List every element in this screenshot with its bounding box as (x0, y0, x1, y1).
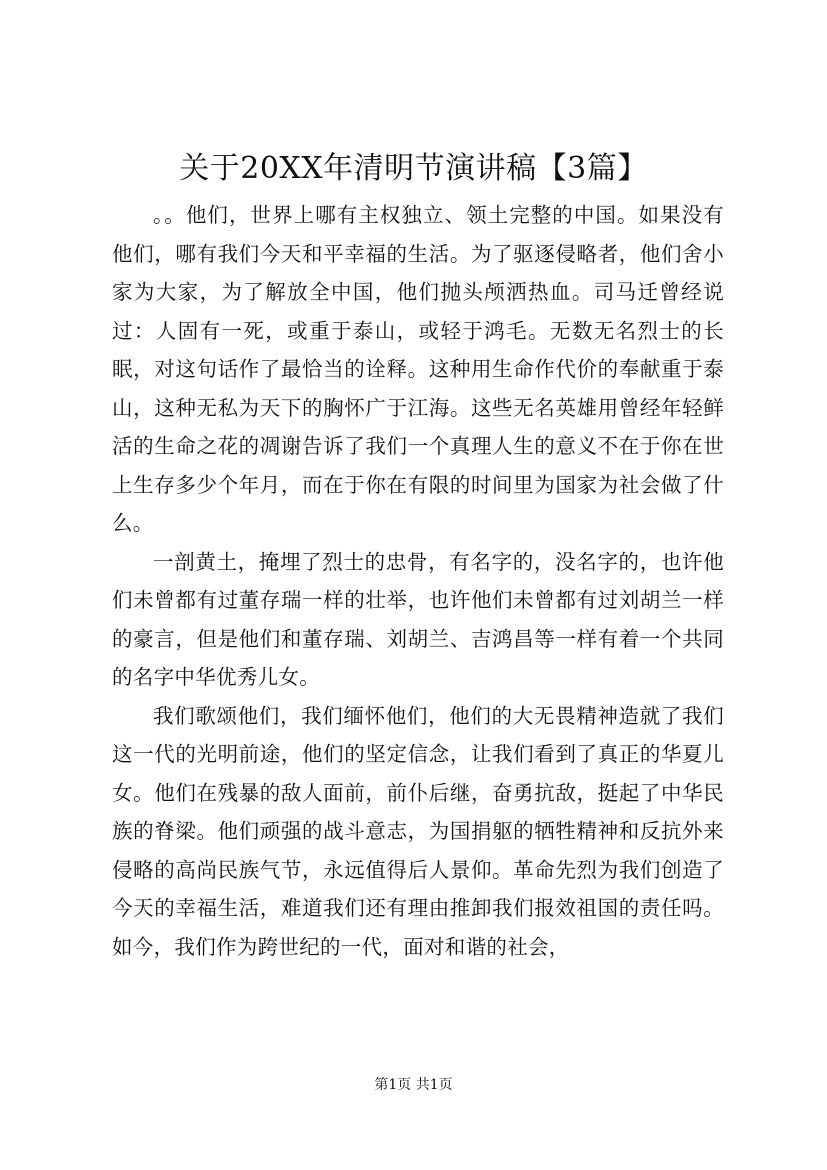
paragraph-2: 一剖黄土，掩埋了烈士的忠骨，有名字的，没名字的，也许他们未曾都有过董存瑞一样的壮举，也许他们未曾都有过刘胡兰一样的豪言，但是他们和董存瑞、刘胡兰、吉鸿昌等一样有着一个共同的名字中华优秀儿女。 (112, 549, 724, 689)
paragraph-3: 我们歌颂他们，我们缅怀他们，他们的大无畏精神造就了我们这一代的光明前途，他们的坚定信念，让我们看到了真正的华夏儿女。他们在残暴的敌人面前，前仆后继，奋勇抗敌，挺起了中华民族的脊梁。他们顽强的战斗意志，为国捐躯的牺牲精神和反抗外来侵略的高尚民族气节，永远值得后人景仰。革命先烈为我们创造了今天的幸福生活，难道我们还有理由推卸我们报效祖国的责任吗。如今，我们作为跨世纪的一代，面对和谐的社会， (112, 703, 724, 959)
page-number-footer: 第1页 共1页 (374, 1077, 453, 1093)
document-body (112, 196, 724, 966)
document-title: 关于20XX年清明节演讲稿【3篇】 (179, 151, 648, 186)
paragraph-1: 。。他们，世界上哪有主权独立、领土完整的中国。如果没有他们，哪有我们今天和平幸福的生活。为了驱逐侵略者，他们舍小家为大家，为了解放全中国，他们抛头颅洒热血。司马迁曾经说过：人固有一死，或重于泰山，或轻于鸿毛。无数无名烈士的长眠，对这句话作了最恰当的诠释。这种用生命作代价的奉献重于泰山，这种无私为天下的胸怀广于江海。这些无名英雄用曾经年轻鲜活的生命之花的凋谢告诉了我们一个真理人生的意义不在于你在世上生存多少个年月，而在于你在有限的时间里为国家为社会做了什么。 (112, 203, 724, 535)
